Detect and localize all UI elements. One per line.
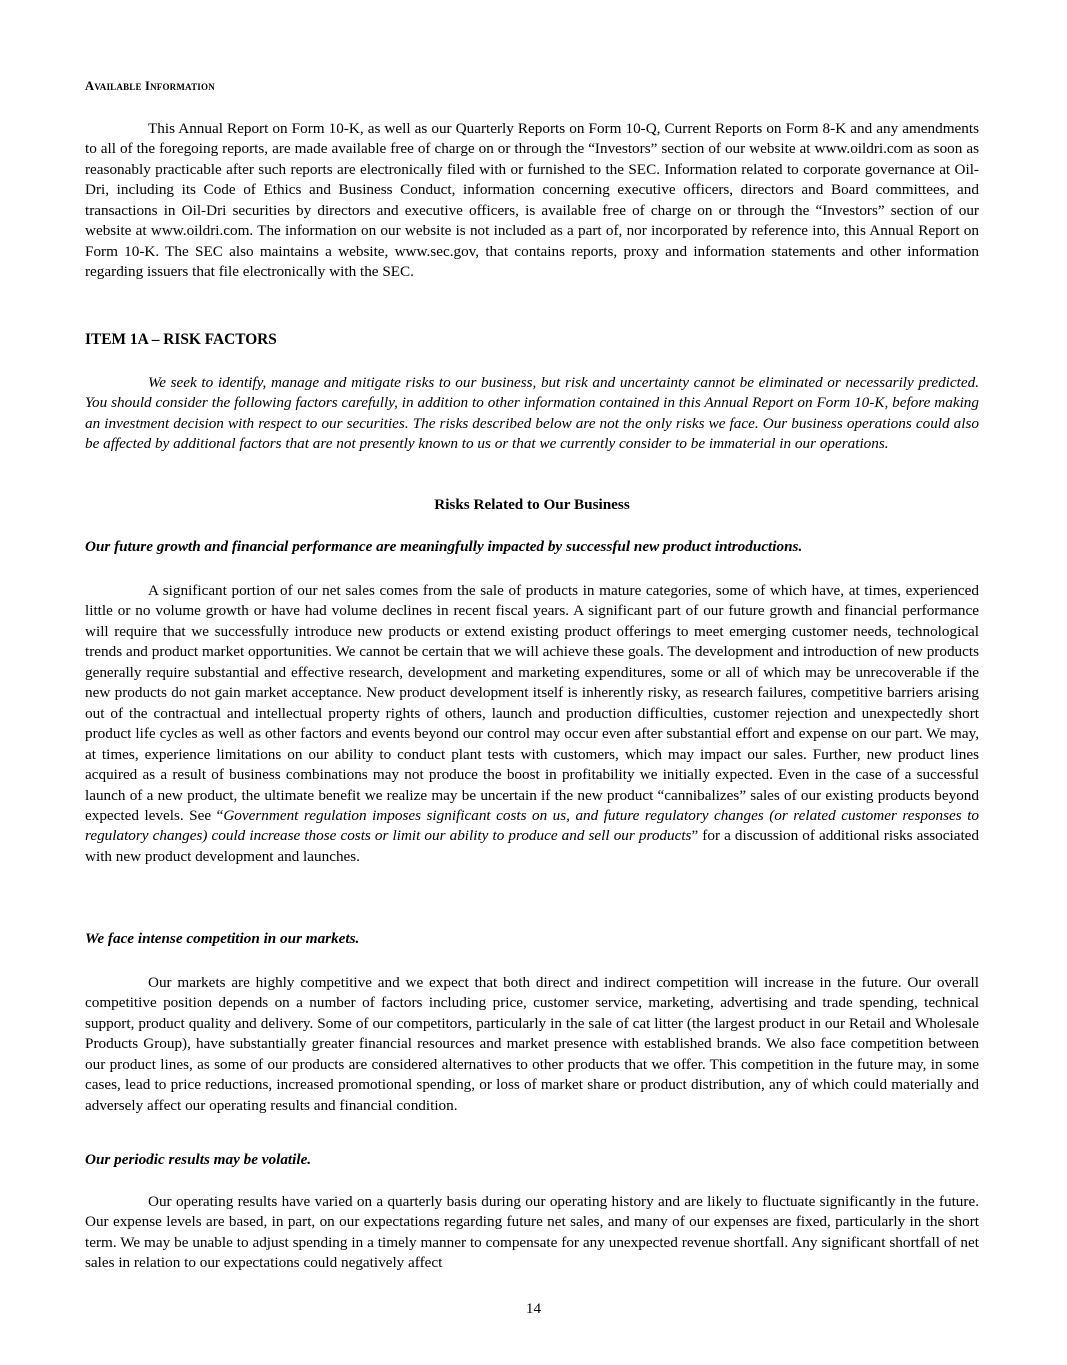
available-information-heading: Available Information: [85, 79, 215, 93]
risk-factors-intro: We seek to identify, manage and mitigate risks to our business, but risk and uncertainty cannot be eliminated or necessarily predicted. You should consider the following factors carefully, in addition to other information contained in this Annual Report on Form 10-K, before making an investment decision with respect to our securities. The risks described below are not the only risks we face. Our business operations could also be affected by additional factors that are not presently known to us or that we currently consider to be immaterial in our operations.: [85, 374, 979, 453]
risk-title-new-products: Our future growth and financial performance are meaningfully impacted by successful new product introductions.: [85, 538, 803, 555]
risk1-text-italic: Government regulation imposes significant costs on us, and future regulatory changes (or related customer responses to regulatory changes) could increase those costs or limit our ability to produce and sell our products: [85, 806, 980, 845]
risk-paragraph-competition: Our markets are highly competitive and we expect that both direct and indirect competition will increase in the future. Our overall competitive position depends on a number of factors including price, customer service, marketing, advertising and trade spending, technical support, product quality and delivery. Some of our competitors, particularly in the sale of cat litter (the largest product in our Retail and Wholesale Products Group), have substantially greater financial resources and market presence with established brands. We also face competition between our product lines, as some of our products are considered alternatives to other products that we offer. This competition in the future may, in some cases, lead to price reductions, increased promotional spending, or loss of market share or product distribution, any of which could materially and adversely affect our operating results and financial condition.: [85, 974, 979, 1114]
item-1a-heading: ITEM 1A – RISK FACTORS: [85, 331, 277, 348]
risk-title-competition: We face intense competition in our markets.: [85, 930, 360, 947]
page-number: 14: [525, 1300, 542, 1317]
risk-paragraph-new-products: [85, 581, 979, 867]
risk1-text-b: ” for a discussion of additional risks associated with new product development and launches.: [85, 827, 979, 865]
risk-title-volatility: Our periodic results may be volatile.: [85, 1151, 312, 1168]
risks-business-heading: Risks Related to Our Business: [434, 496, 630, 513]
risk1-text-a: A significant portion of our net sales comes from the sale of products in mature categories, some of which have, at times, experienced little or no volume growth or have had volume declines in recent fiscal years. A significant part of our future growth and financial performance will require that we successfully introduce new products or extend existing product offerings to meet emerging customer needs, technological trends and product market opportunities. We cannot be certain that we will achieve these goals. The development and introduction of new products generally require substantial and effective research, development and marketing expenditures, some or all of which may be unrecoverable if the new products do not gain market acceptance. New product development itself is inherently risky, as research failures, competitive barriers arising out of the contractual and intellectual property rights of others, launch and production difficulties, customer rejection and unexpectedly short product life cycles as well as other factors and events beyond our control may occur even after substantial effort and expense on our part. We may, at times, experience limitations on our ability to conduct plant tests with customers, which may impact our sales. Further, new product lines acquired as a result of business combinations may not produce the boost in profitability we initially expected. Even in the case of a successful launch of a new product, the ultimate benefit we realize may be uncertain if the new product “cannibalizes” sales of our existing products beyond expected levels. See “: [85, 582, 979, 824]
risk-paragraph-volatility: Our operating results have varied on a quarterly basis during our operating history and are likely to fluctuate significantly in the future. Our expense levels are based, in part, on our expectations regarding future net sales, and many of our expenses are fixed, particularly in the short term. We may be unable to adjust spending in a timely manner to compensate for any unexpected revenue shortfall. Any significant shortfall of net sales in relation to our expectations could negatively affect: [85, 1193, 979, 1272]
available-information-paragraph: This Annual Report on Form 10-K, as well as our Quarterly Reports on Form 10-Q, Current Reports on Form 8-K and any amendments to all of the foregoing reports, are made available free of charge on or through the “Investors” section of our website at www.oildri.com as soon as reasonably practicable after such reports are electronically filed with or furnished to the SEC. Information related to corporate governance at Oil-Dri, including its Code of Ethics and Business Conduct, information concerning executive officers, directors and Board committees, and transactions in Oil-Dri securities by directors and executive officers, is available free of charge on or through the “Investors” section of our website at www.oildri.com. The information on our website is not included as a part of, nor incorporated by reference into, this Annual Report on Form 10-K. The SEC also maintains a website, www.sec.gov, that contains reports, proxy and information statements and other information regarding issuers that file electronically with the SEC.: [85, 120, 979, 281]
